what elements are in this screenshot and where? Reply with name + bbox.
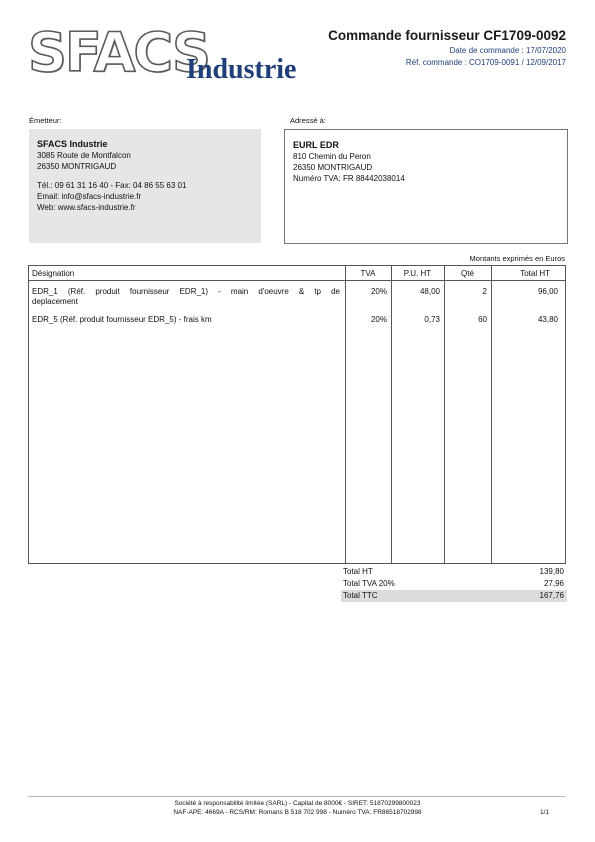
row1-designation: EDR_1 (Réf. produit fournisseur EDR_1) - main d'oeuvre & tp de [32,287,340,296]
header-total-ht: Total HT [520,269,550,278]
recipient-box [284,129,568,244]
total-tva-value: 27,96 [543,579,564,588]
recipient-address-line1: 810 Chemin du Peron [293,152,371,161]
recipient-name: EURL EDR [293,140,339,150]
emitter-phone: Tél.: 09 61 31 16 40 - Fax: 04 86 55 63 01 [37,181,187,190]
row1-total: 96,00 [537,287,558,296]
row2-total: 43,80 [537,315,558,324]
row1-unit-price: 48,00 [419,287,440,296]
header-quantity: Qté [461,269,474,278]
order-lines-table [28,265,566,564]
emitter-label: Émetteur: [29,116,62,125]
emitter-website: Web: www.sfacs-industrie.fr [37,203,136,212]
row2-unit-price: 0,73 [424,315,440,324]
total-ttc-label: Total TTC [343,591,378,600]
total-tva-row [341,578,567,590]
emitter-address-line1: 3085 Route de Montfalcon [37,151,131,160]
row1-designation-cont: deplacement [32,297,78,306]
total-tva-label: Total TVA 20% [343,579,395,588]
footer-legal-line1: Société à responsabilité limitée (SARL) - Capital de 8000€ - SIRET: 51870299800023 [174,800,421,807]
currency-note: Montants exprimés en Euros [469,254,565,263]
logo-sfacs-text: SFACS [28,21,209,84]
recipient-address-line2: 26350 MONTRIGAUD [293,163,373,172]
footer-legal-line2: NAF-APE: 4669A - RCS/RM: Romans B 518 702 998 - Numéro TVA: FR86518702998 [173,809,422,816]
row2-tva: 20% [370,315,387,324]
row2-quantity: 60 [478,315,487,324]
order-reference: Réf. commande : CO1709-0091 / 12/09/2017 [405,58,566,67]
total-ht-value: 139,80 [539,567,564,576]
emitter-address-line2: 26350 MONTRIGAUD [37,162,117,171]
row2-designation: EDR_5 (Réf. produit fournisseur EDR_5) - frais km [32,315,212,324]
company-logo [28,21,318,90]
page-number: 1/1 [539,809,549,816]
header-unit-price: P.U. HT [403,269,432,278]
emitter-email: Email: info@sfacs-industrie.fr [37,192,142,201]
emitter-box [29,129,261,243]
total-ttc-row [341,590,567,602]
total-ht-row [341,566,567,578]
emitter-name: SFACS Industrie [37,139,108,149]
total-ht-label: Total HT [343,567,373,576]
footer-divider [28,796,566,797]
header-designation: Désignation [32,269,75,278]
logo-industrie-text: Industrie [186,54,297,85]
total-ttc-value: 167,76 [539,591,564,600]
recipient-vat: Numéro TVA: FR 88442038014 [293,174,405,183]
row1-tva: 20% [370,287,387,296]
document-title: Commande fournisseur CF1709-0092 [328,28,566,43]
recipient-label: Adressé à: [290,116,326,125]
row1-quantity: 2 [482,287,487,296]
header-tva: TVA [360,269,376,278]
order-date: Date de commande : 17/07/2020 [449,46,566,55]
